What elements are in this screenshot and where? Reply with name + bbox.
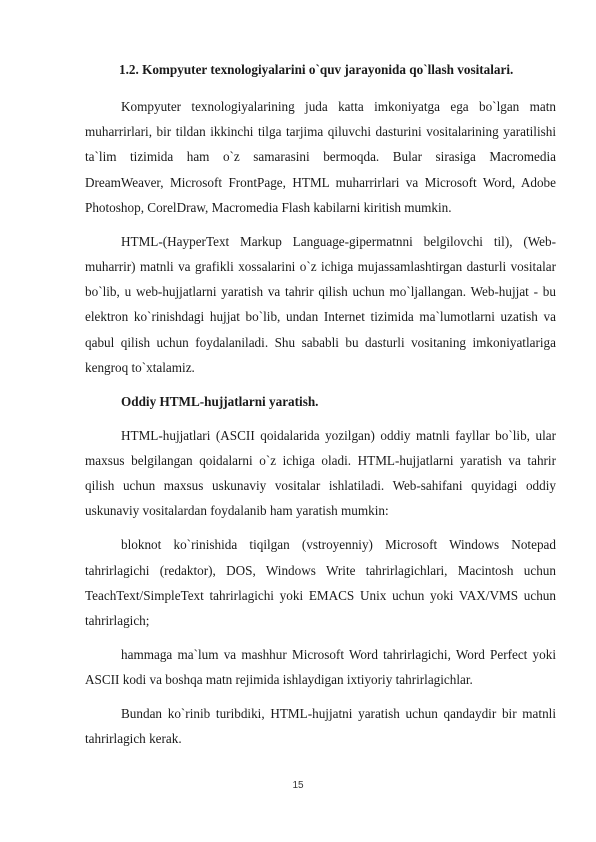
section-title: 1.2. Kompyuter texnologiyalarini o`quv jarayonida qo`llash vositalari. bbox=[119, 62, 514, 77]
paragraph-notepad-editors: bloknot ko`rinishida tiqilgan (vstroyenniy) Microsoft Windows Notepad tahrirlagichi (redaktor), DOS, Windows Write tahrirlagichlari, Macintosh uchun TeachText/SimpleText tahrirlagichi yoki EMACS Unix uchun yoki VAX/VMS uchun tahrirlagich; bbox=[85, 537, 556, 629]
paragraph-intro: Kompyuter texnologiyalarining juda katta imkoniyatga ega bo`lgan matn muharrirlari, bir tildan ikkinchi tilga tarjima qiluvchi dasturini vositalarining yaratilishi ta`lim tizimida ham o`z samarasini bermoqda. Bular sirasiga Macromedia DreamWeaver, Microsoft FrontPage, HTML muharrirlari va Microsoft Word, Adobe Photoshop, CorelDraw, Macromedia Flash kabilarni kiritish mumkin. bbox=[85, 99, 556, 215]
page-number: 15 bbox=[292, 780, 304, 791]
paragraph-word-editors: hammaga ma`lum va mashhur Microsoft Word tahrirlagichi, Word Perfect yoki ASCII kodi va boshqa matn rejimida ishlaydigan ixtiyoriy tahrirlagichlar. bbox=[85, 647, 556, 688]
document-page bbox=[85, 60, 556, 760]
paragraph-html-files: HTML-hujjatlari (ASCII qoidalarida yozilgan) oddiy matnli fayllar bo`lib, ular maxsus belgilangan qoidalarni o`z ichiga oladi. HTML-hujjatlarni yaratish va tahrir qilish uchun maxsus uskunaviy vositalar ishlatiladi. Web-sahifani quyidagi oddiy uskunaviy vositalardan foydalanib ham yaratish mumkin: bbox=[85, 427, 556, 519]
subsection-title: Oddiy HTML-hujjatlarni yaratish. bbox=[121, 393, 319, 409]
paragraph-html-definition: HTML-(HayperText Markup Language-gipermatnni belgilovchi til), (Web-muharrir) matnli va grafikli xossalarini o`z ichiga mujassamlashtirgan dasturli vositalar bo`lib, u web-hujjatlarni yaratish va tahrir qilish uchun mo`ljallangan. Web-hujjat - bu elektron ko`rinishdagi hujjat bo`lib, undan Internet tizimida ma`lumotlarni uzatish va qabul qilish uchun foydalaniladi. Shu sababli bu dasturli vositaning imkoniyatlariga kengroq to`xtalamiz. bbox=[85, 233, 556, 375]
paragraph-conclusion: Bundan ko`rinib turibdiki, HTML-hujjatni yaratish uchun qandaydir bir matnli tahrirlagich kerak. bbox=[85, 706, 556, 747]
